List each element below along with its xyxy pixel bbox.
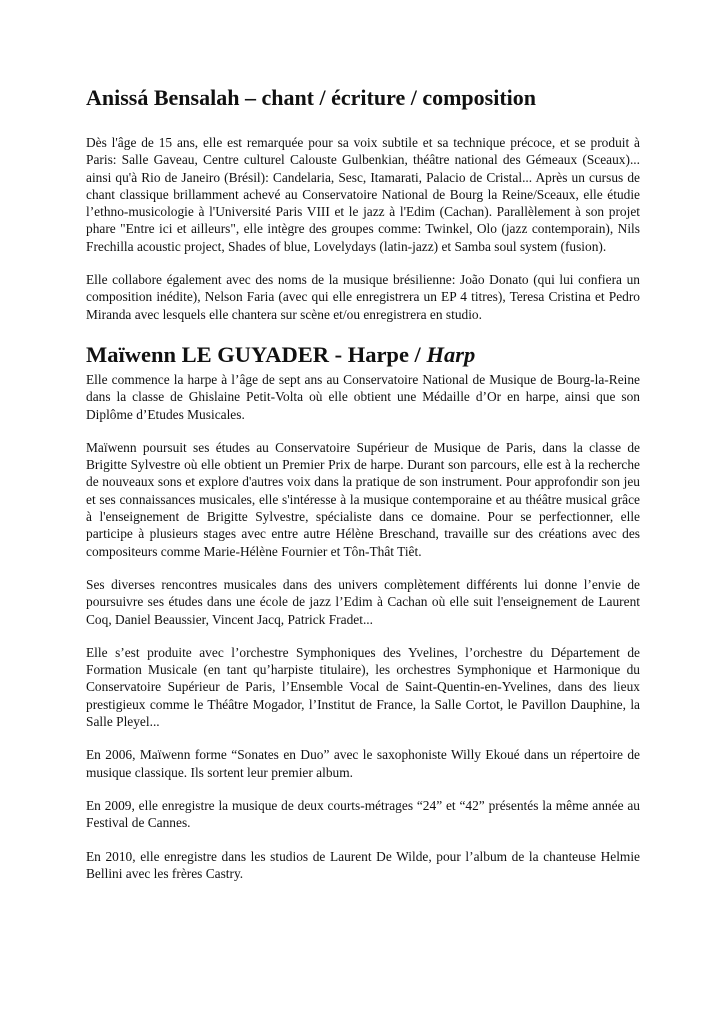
paragraph: En 2006, Maïwenn forme “Sonates en Duo” avec le saxophoniste Willy Ekoué dans un répertoire de musique classique. Ils sortent leur premier album.: [86, 747, 640, 780]
paragraph: Elle collabore également avec des noms de la musique brésilienne: João Donato (qui lui confiera un composition inédite), Nelson Faria (avec qui elle enregistrera un EP 4 titres), Teresa Cristina et Pedro Miranda avec lesquels elle chantera sur scène et/ou enregistrera en studio.: [86, 272, 640, 322]
section-title-anissa: Anissá Bensalah – chant / écriture / composition: [86, 85, 537, 110]
paragraph: Ses diverses rencontres musicales dans des univers complètement différents lui donne l’envie de poursuivre ses études dans une école de jazz l’Edim à Cachan où elle suit l'enseignement de Laurent Coq, Daniel Beaussier, Vincent Jacq, Patrick Fradet...: [86, 576, 640, 627]
paragraph: En 2010, elle enregistre dans les studios de Laurent De Wilde, pour l’album de la chanteuse Helmie Bellini avec les frères Castry.: [86, 848, 640, 881]
section-title-italic: Harp: [426, 341, 476, 367]
section-title-maiwenn: [86, 341, 640, 369]
paragraph: Elle commence la harpe à l’âge de sept ans au Conservatoire National de Musique de Bourg-la-Reine dans la classe de Ghislaine Petit-Volta où elle obtient une Médaille d’Or en harpe, ainsi que son Diplôme d’Etudes Musicales.: [86, 371, 640, 422]
paragraph: Elle s’est produite avec l’orchestre Symphoniques des Yvelines, l’orchestre du Département de Formation Musicale (en tant qu’harpiste titulaire), les orchestres Symphonique et Harmonique du Conservatoire Supérieur de Paris, l’Ensemble Vocal de Saint-Quentin-en-Yvelines, dans des lieux prestigieux comme le Théâtre Mogador, l’Institut de France, la Salle Cortot, le Pavillon Dauphine, la Salle Pleyel...: [86, 644, 640, 730]
paragraph: Dès l'âge de 15 ans, elle est remarquée pour sa voix subtile et sa technique précoce, et se produit à Paris: Salle Gaveau, Centre culturel Calouste Gulbenkian, théâtre national des Gémeaux (Sceaux)... ainsi qu'à Rio de Janeiro (Brésil): Candelaria, Sesc, Itamarati, Palacio de Cristal... Après un cursus de chant classique brillamment achevé au Conservatoire National de Bourg la Reine/Sceaux, elle étudie l’ethno-musicologie à l'Université Paris VIII et le jazz à l'Edim (Cachan). Parallèlement à son projet phare "Entre ici et ailleurs", elle intègre des groupes comme: Twinkel, Olo (jazz contemporain), Nils Frechilla acoustic project, Shades of blue, Lovelydays (latin-jazz) et Samba soul system (fusion).: [86, 135, 640, 254]
section-title-main: Maïwenn LE GUYADER - Harpe /: [86, 341, 427, 367]
paragraph: Maïwenn poursuit ses études au Conservatoire Supérieur de Musique de Paris, dans la classe de Brigitte Sylvestre où elle obtient un Premier Prix de harpe. Durant son parcours, elle est à la recherche de nouveaux sons et explore d'autres voix dans la pratique de son instrument. Pour approfondir son jeu et ses connaissances musicales, elle s'intéresse à la musique contemporaine et au théâtre musical grâce à l'enseignement de Brigitte Sylvestre, spécialiste dans ce domaine. Pour se perfectionner, elle participe à plusieurs stages avec entre autre Hélène Breschand, travaille sur des créations avec des compositeurs comme Marie-Hélène Fournier et Tôn-Thât Tiêt.: [86, 439, 640, 559]
paragraph: En 2009, elle enregistre la musique de deux courts-métrages “24” et “42” présentés la même année au Festival de Cannes.: [86, 797, 640, 831]
document-page: [86, 84, 640, 898]
